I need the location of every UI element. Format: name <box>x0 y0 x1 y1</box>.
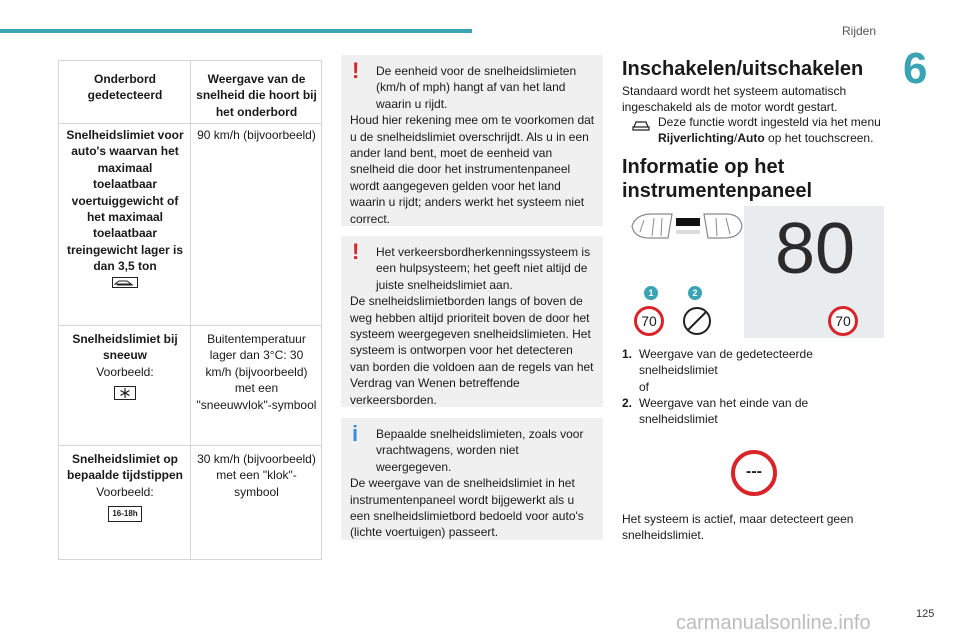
warning-2-rest: De snelheidslimietborden langs of boven de weg hebben altijd prioriteit boven de door het systeem weergegeven snelheidslimieten. Het systeem is ontworpen voor het detecteren van borden die voldoen aan de regels van het Verdrag van Wenen betreffende verkeersborden. <box>350 294 594 407</box>
auto-enable-text: Standaard wordt het systeem automatisch ingeschakeld als de motor wordt gestart. <box>622 84 847 115</box>
time-window-icon: 16-18h <box>108 506 141 522</box>
speed-sign-right: 70 <box>828 306 858 336</box>
snowflake-icon <box>114 386 136 400</box>
instrument-panel-illustration <box>622 206 884 338</box>
no-limit-text: Het systeem is actief, maar detecteert geen snelheidslimiet. <box>622 512 854 543</box>
warning-1-first: De eenheid voor de snelheidslimieten (km/h of mph) hangt af van het land waarin u rijdt. <box>376 64 577 111</box>
warning-box-system <box>341 236 603 407</box>
info-box-trucks <box>341 418 603 540</box>
row2-label: Voorbeeld: <box>96 364 154 379</box>
row2-title: Snelheidslimiet bij sneeuw <box>72 332 178 363</box>
table-row <box>65 451 185 522</box>
no-limit-sign: --- <box>731 450 777 496</box>
car-trailer-icon <box>112 277 138 288</box>
table-header-1: Onderbord gedetecteerd <box>87 72 163 103</box>
heading-cluster-info: Informatie op het instrumentenpaneel <box>622 156 813 202</box>
info-rest: De weergave van de snelheidslimiet in het instrumentenpaneel wordt bijgewerkt als u een snelheidslimietbord bedoeld voor auto's (lichte voertuigen) passeert. <box>350 476 584 540</box>
marker-1: 1 <box>644 286 658 300</box>
menu-path-text: Deze functie wordt ingesteld via het menu Rijverlichting/Auto op het touchscreen. <box>658 115 881 146</box>
end-of-limit-icon <box>682 306 712 336</box>
speed-sign-left: 70 <box>634 306 664 336</box>
sub-sign-table <box>58 60 322 560</box>
chapter-number: 6 <box>903 44 928 93</box>
car-menu-icon <box>632 118 650 137</box>
warning-2-first: Het verkeersbordherkenningssysteem is een hulpsysteem; het geeft niet altijd de juiste snelheidslimiet aan. <box>376 245 591 292</box>
row1-title: Snelheidslimiet voor auto's waarvan het maximaal toelaatbaar voertuiggewicht of het maximaal toelaatbaar treingewicht lager is dan 3,5 ton <box>66 128 184 274</box>
row3-label: Voorbeeld: <box>96 484 154 499</box>
watermark: carmanualsonline.info <box>676 612 871 634</box>
info-icon: i <box>352 421 359 446</box>
row3-title: Snelheidslimiet op bepaalde tijdstippen <box>66 452 183 483</box>
row3-display: 30 km/h (bijvoorbeeld) met een "klok"-symbool <box>197 452 316 499</box>
heading-enable-disable: Inschakelen/uitschakelen <box>622 58 864 80</box>
header-accent-bar <box>0 29 472 33</box>
section-title: Rijden <box>842 24 877 38</box>
page-number: 125 <box>916 608 935 620</box>
warning-1-rest: Houd hier rekening mee om te voorkomen dat u de snelheidslimiet overschrijdt. Als u in een ander land bent, moet de eenheid van snelheid die door het instrumentenpaneel wordt aangegeven gelden voor het land waarin u rijdt; anders werkt het systeem niet correct. <box>350 113 595 226</box>
row1-display: 90 km/h (bijvoorbeeld) <box>197 128 316 142</box>
info-first: Bepaalde snelheidslimieten, zoals voor vrachtwagens, worden niet weergegeven. <box>376 427 584 474</box>
speed-display: 80 <box>774 209 856 289</box>
warning-box-units <box>341 55 603 226</box>
row2-display: Buitentemperatuur lager dan 3°C: 30 km/h (bijvoorbeeld) met een "sneeuwvlok"-symbool <box>196 332 317 412</box>
table-header-2: Weergave van de snelheid die hoort bij het onderbord <box>196 72 317 119</box>
warning-icon: ! <box>352 58 360 83</box>
marker-2: 2 <box>688 286 702 300</box>
table-row <box>65 127 185 291</box>
table-row <box>65 331 185 404</box>
warning-icon: ! <box>352 239 360 264</box>
